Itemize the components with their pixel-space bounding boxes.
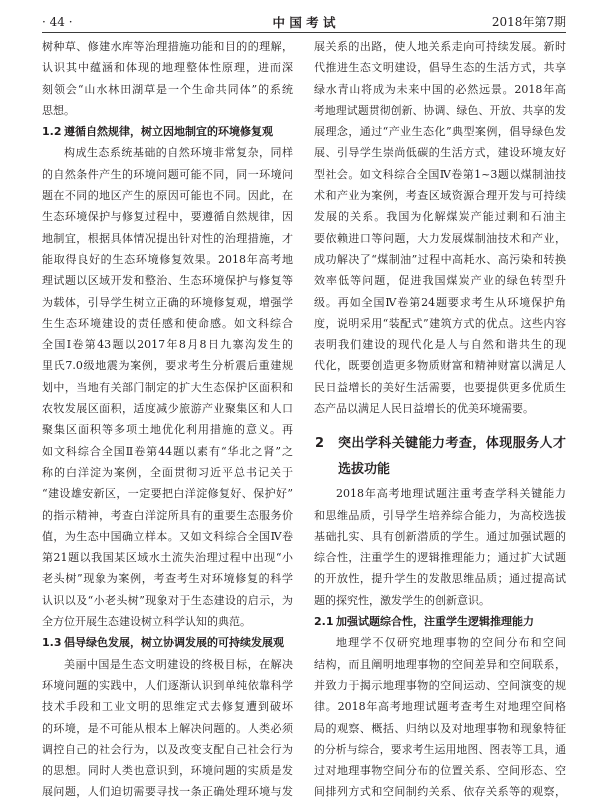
text-line: 技术手段和工业文明的思维定式去修复遭到破坏 (42, 700, 293, 714)
text-line: 成功解决了“煤制油”过程中高耗水、高污染和转换 (314, 252, 566, 266)
section-number: 1.3 (42, 636, 62, 650)
text-line: 2018年高考地理试题注重考查学科关键能力 (336, 487, 566, 501)
paragraph (314, 632, 566, 802)
text-line: 生态环境保护与修复过程中，要遵循自然规律，因 (42, 210, 293, 224)
text-line: 全国Ⅰ卷第43题以2017年8月8日九寨沟发生的 (42, 338, 293, 352)
text-line: 题在不同的地区产生的原因可能也不同。因此，在 (42, 189, 293, 203)
text-line: 理试题以区域开发和整治、生态环境保护与修复等 (42, 274, 293, 288)
text-line: 要依赖进口等问题，大力发展煤制油技术和产业， (314, 231, 566, 245)
section-heading (42, 121, 293, 142)
text-line: 民日益增长的美好生活需要，也要提供更多优质生 (314, 380, 566, 394)
text-line: 能取得良好的生态环境修复效果。2018年高考地 (42, 252, 293, 266)
text-line: 思想。 (42, 103, 75, 117)
text-line: 并致力于揭示地理事物的空间运动、空间演变的规 (314, 678, 566, 692)
section-title: 遵循自然规律，树立因地制宜的环境修复观 (64, 125, 273, 139)
text-line: 考地理试题贯彻创新、协调、绿色、开放、共享的发 (314, 103, 566, 117)
text-line: 农牧发展区面积，适度减少旅游产业聚集区和人口 (42, 402, 293, 416)
text-line: 认识其中蕴涵和体现的地理整体性原理，进而深 (42, 61, 293, 75)
text-line: 调控自己的社会行为，以及改变支配自己社会行为 (42, 742, 293, 756)
text-line: 表明我们建设的现代化是人与自然和谐共生的现 (314, 338, 566, 352)
text-line: 代推进生态文明建设，倡导生态的生活方式，共享 (314, 61, 566, 75)
text-line: 展理念，通过“产业生态化”典型案例，倡导绿色发 (314, 125, 566, 139)
chapter-number: 2 (315, 436, 325, 452)
text-line: 美丽中国是生态文明建设的终极目标，在解决 (64, 657, 293, 671)
paragraph (42, 654, 293, 803)
text-line: 生生态环境建设的责任感和使命感。如文科综合 (42, 316, 293, 330)
section-number: 1.2 (42, 125, 62, 139)
text-line: 过对地理事物空间分布的位置关系、空间形态、空 (314, 764, 566, 778)
text-line: 认识以及“小老头树”现象对于生态建设的启示，为 (42, 593, 293, 607)
text-line: 态产品以满足人民日益增长的优美环境需要。 (314, 402, 534, 416)
text-line: 构成生态系统基础的自然环境非常复杂，同样 (64, 146, 293, 160)
text-line: 值，为生态中国确立样本。又如文科综合全国Ⅳ卷 (42, 529, 293, 543)
right-text-column (314, 36, 566, 803)
text-line: 环境问题的实践中，人们逐渐认识到单纯依靠科学 (42, 678, 293, 692)
section-title: 加强试题综合性，注重学生逻辑推理能力 (336, 615, 534, 629)
text-line: 的指示精神，考查白洋淀所具有的重要生态服务价 (42, 508, 293, 522)
text-line: 综合性，注重学生的逻辑推理能力；通过扩大试题 (314, 551, 566, 565)
page-number: · 44 · (42, 15, 73, 29)
section-heading (314, 611, 566, 632)
text-line: 律。2018年高考地理试题考查考生对地理空间格 (314, 700, 566, 714)
section-number: 2.1 (314, 615, 334, 629)
text-line: 展、引导学生崇尚低碳的生活方式，建设环境友好 (314, 146, 566, 160)
text-line: 的分析与综合，要求考生运用地图、图表等工具，通 (314, 742, 566, 756)
running-header (42, 13, 566, 33)
text-line: 发展的关系。我国为化解煤炭产能过剩和石油主 (314, 210, 566, 224)
text-line: 局的观察、概括、归纳以及对地理事物和现象特征 (314, 721, 566, 735)
text-line: “建设雄安新区，一定要把白洋淀修复好、保护好” (42, 487, 293, 501)
text-line: 聚集区面积等多项土地优化利用措施的意义。再 (42, 423, 293, 437)
text-line: 展关系的出路，使人地关系走向可持续发展。新时 (314, 40, 566, 53)
text-line: 绿水青山将成为未来中国的必然远景。2018年高 (314, 82, 566, 96)
text-line: 刻领会“山水林田湖草是一个生命共同体”的系统 (42, 82, 293, 96)
paragraph (314, 36, 566, 419)
text-line: 为载体，引导学生树立正确的环境修复观，增强学 (42, 295, 293, 309)
text-line: 间排列方式和空间制约关系、依存关系等的观察， (314, 785, 566, 799)
issue-label: 2018年第7期 (491, 15, 566, 29)
text-line: 型社会。如文科综合全国Ⅳ卷第1~3题以煤制油技 (314, 167, 566, 181)
text-line: 展问题，人们迫切需要寻找一条正确处理环境与发 (42, 785, 293, 799)
text-line: 老头树”现象为案例，考查考生对环境修复的科学 (42, 572, 293, 586)
text-line: 如文科综合全国Ⅱ卷第44题以素有“华北之肾”之 (42, 444, 293, 458)
text-line: 术和产业为案例，考查区域资源合理开发与可持续 (314, 189, 566, 203)
text-line: 里氏7.0级地震为案例，要求考生分析震后重建规 (42, 359, 293, 373)
text-line: 的自然条件产生的环境问题可能不同，同一环境问 (42, 167, 293, 181)
chapter-title-line: 突出学科关键能力考查，体现服务人才 (338, 436, 566, 452)
chapter-heading (314, 431, 566, 483)
paragraph (314, 483, 566, 611)
text-line: 题的探究性，激发学生的创新意识。 (314, 593, 490, 607)
paragraph (42, 142, 293, 632)
left-text-column (42, 36, 293, 803)
text-line: 树种草、修建水库等治理措施功能和目的的理解， (42, 40, 293, 53)
text-line: 效率低等问题，促进我国煤炭产业的绿色转型升 (314, 274, 566, 288)
section-title: 倡导绿色发展，树立协调发展的可持续发展观 (64, 636, 284, 650)
text-line: 第21题以我国某区域水土流失治理过程中出现“小 (42, 551, 293, 565)
paragraph (42, 36, 293, 121)
text-line: 级。再如全国Ⅳ卷第24题要求考生从环境保护角 (314, 295, 566, 309)
text-line: 的环境，是不可能从根本上解决问题的。人类必须 (42, 721, 293, 735)
text-line: 的开放性，提升学生的发散思维品质；通过提高试 (314, 572, 566, 586)
text-line: 全方位开展生态建设树立科学认知的典范。 (42, 615, 251, 629)
text-line: 和思维品质，引导学生培养综合能力，为高校选拔 (314, 508, 566, 522)
text-line: 划中，当地有关部门制定的扩大生态保护区面积和 (42, 380, 293, 394)
text-line: 基础扎实、具有创新潜质的学生。通过加强试题的 (314, 529, 566, 543)
text-line: 结构，而且阐明地理事物的空间差异和空间联系， (314, 657, 566, 671)
journal-title: 中 国 考 试 (272, 15, 336, 30)
text-line: 地理学不仅研究地理事物的空间分布和空间 (336, 636, 566, 650)
text-line: 代化，既要创造更多物质财富和精神财富以满足人 (314, 359, 566, 373)
text-line: 的思想。同时人类也意识到，环境问题的实质是发 (42, 764, 293, 778)
chapter-title-line: 选拔功能 (338, 462, 391, 478)
text-line: 度，说明采用“装配式”建筑方式的优点。这些内容 (314, 316, 566, 330)
section-heading (42, 632, 293, 653)
text-line: 称的白洋淀为案例，全面贯彻习近平总书记关于 (42, 465, 293, 479)
text-line: 地制宜，根据具体情况提出针对性的治理措施，才 (42, 231, 293, 245)
